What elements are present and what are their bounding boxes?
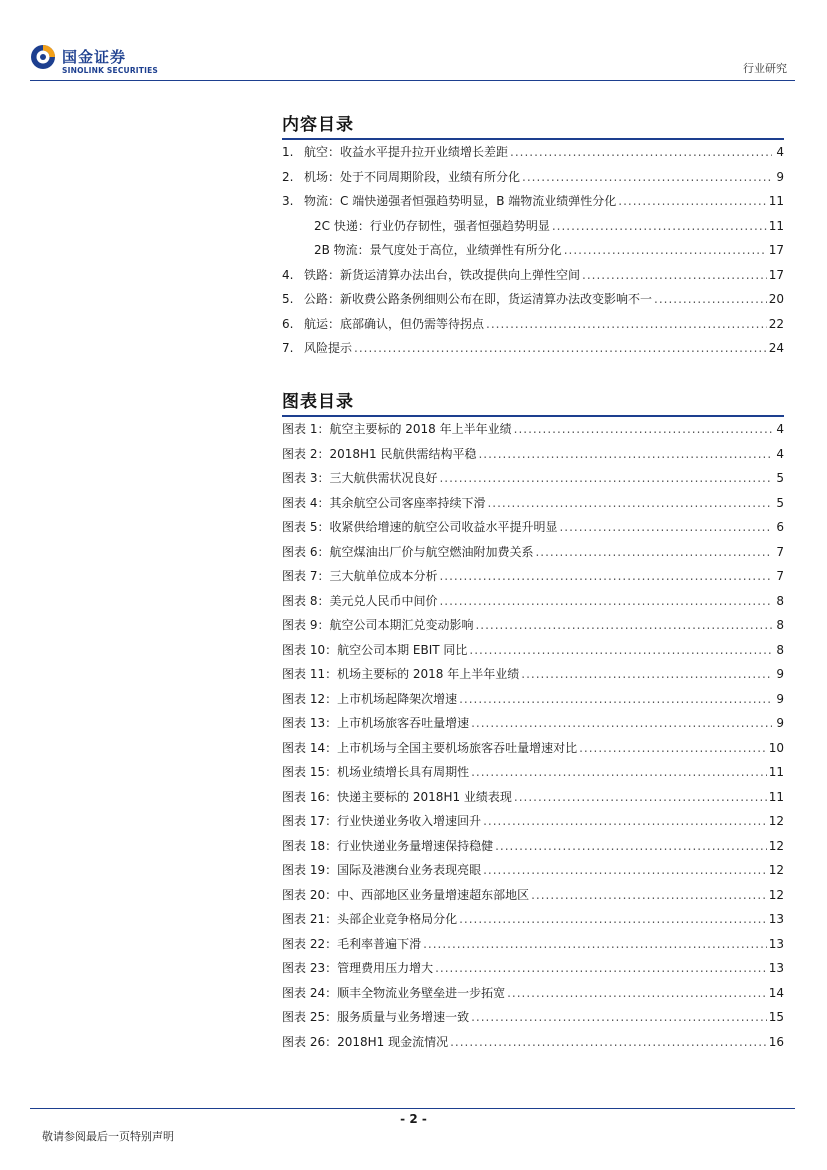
table-of-contents — [282, 143, 784, 364]
entry-page-number: 13 — [768, 936, 784, 951]
dot-leader — [439, 569, 772, 583]
toc-title: 内容目录 — [282, 115, 354, 135]
entry-label: 图表 22：毛利率普遍下滑 — [282, 936, 422, 951]
dot-leader — [531, 888, 767, 902]
entry-label: 图表 4：其余航空公司客座率持续下滑 — [282, 495, 486, 510]
entry-label: 图表 13：上市机场旅客吞吐量增速 — [282, 716, 470, 730]
report-category: 行业研究 — [743, 62, 787, 75]
figure-entry[interactable] — [282, 616, 784, 641]
entry-label: 航运：底部确认，但仍需等待拐点 — [304, 316, 485, 331]
entry-number: 5. — [282, 292, 294, 306]
dot-leader — [514, 422, 772, 436]
figure-entry[interactable] — [282, 469, 784, 494]
entry-page-number: 9 — [776, 169, 784, 184]
entry-label: 图表 8：美元兑人民币中间价 — [282, 593, 438, 608]
figure-entry[interactable] — [282, 788, 784, 813]
toc-entry[interactable] — [282, 339, 784, 364]
entry-page-number: 8 — [776, 642, 784, 657]
figure-entry[interactable] — [282, 959, 784, 984]
figure-entry[interactable] — [282, 420, 784, 445]
entry-page-number: 8 — [776, 618, 784, 632]
figure-entry[interactable] — [282, 518, 784, 543]
dot-leader — [471, 765, 767, 779]
list-of-figures — [282, 420, 784, 1057]
figure-entry[interactable] — [282, 567, 784, 592]
toc-entry[interactable] — [282, 290, 784, 315]
entry-page-number: 12 — [768, 863, 784, 877]
dot-leader — [483, 863, 767, 877]
entry-label: 图表 17：行业快递业务收入增速回升 — [282, 814, 482, 828]
entry-label: 图表 3：三大航供需状况良好 — [282, 471, 438, 485]
entry-label: 2B 物流：景气度处于高位，业绩弹性有所分化 — [314, 243, 562, 257]
dot-leader — [450, 1035, 767, 1049]
entry-label: 图表 23：管理费用压力增大 — [282, 961, 434, 975]
figure-entry[interactable] — [282, 1033, 784, 1058]
dot-leader — [495, 839, 767, 853]
dot-leader — [354, 341, 767, 355]
dot-leader — [654, 292, 767, 306]
entry-label: 图表 12：上市机场起降架次增速 — [282, 691, 458, 706]
dot-leader — [579, 741, 767, 755]
figure-entry[interactable] — [282, 763, 784, 788]
dot-leader — [459, 692, 772, 706]
entry-number: 1. — [282, 145, 294, 159]
figure-entry[interactable] — [282, 445, 784, 470]
entry-page-number: 22 — [768, 316, 784, 331]
entry-label: 图表 21：头部企业竞争格局分化 — [282, 912, 458, 926]
figure-entry[interactable] — [282, 665, 784, 690]
figure-entry[interactable] — [282, 690, 784, 715]
entry-label: 图表 25：服务质量与业务增速一致 — [282, 1010, 470, 1024]
toc-entry[interactable] — [282, 241, 784, 266]
company-logo — [30, 44, 170, 80]
entry-label: 机场：处于不同周期阶段，业绩有所分化 — [304, 169, 521, 184]
dot-leader — [618, 194, 766, 208]
entry-page-number: 9 — [776, 667, 784, 681]
page-header — [0, 0, 827, 84]
entry-page-number: 11 — [768, 218, 784, 233]
figure-entry[interactable] — [282, 592, 784, 617]
entry-label: 图表 6：航空煤油出厂价与航空燃油附加费关系 — [282, 544, 534, 559]
entry-page-number: 12 — [768, 838, 784, 853]
entry-label: 物流：C 端快递强者恒强趋势明显，B 端物流业绩弹性分化 — [304, 194, 617, 208]
entry-label: 图表 1：航空主要标的 2018 年上半年业绩 — [282, 422, 512, 436]
logo-english-name: SINOLINK SECURITIES — [62, 66, 159, 75]
entry-page-number: 12 — [768, 887, 784, 902]
entry-label: 2C 快递：行业仍存韧性，强者恒强趋势明显 — [314, 218, 550, 233]
entry-page-number: 17 — [768, 243, 784, 257]
dot-leader — [486, 317, 767, 331]
figure-entry[interactable] — [282, 641, 784, 666]
entry-label: 图表 10：航空公司本期 EBIT 同比 — [282, 642, 468, 657]
figure-entry[interactable] — [282, 837, 784, 862]
entry-label: 图表 11：机场主要标的 2018 年上半年业绩 — [282, 667, 520, 681]
entry-page-number: 4 — [776, 446, 784, 461]
figure-entry[interactable] — [282, 494, 784, 519]
entry-label: 图表 24：顺丰全物流业务壁垒进一步拓宽 — [282, 985, 506, 1000]
dot-leader — [487, 496, 772, 510]
entry-page-number: 15 — [768, 1010, 784, 1024]
dot-leader — [439, 471, 772, 485]
entry-label: 航空：收益水平提升拉开业绩增长差距 — [304, 145, 509, 159]
dot-leader — [582, 268, 767, 282]
logo-chinese-name: 国金证券 — [62, 48, 127, 66]
entry-label: 公路：新收费公路条例细则公布在即，货运清算办法改变影响不一 — [304, 292, 653, 306]
toc-entry[interactable] — [282, 266, 784, 291]
dot-leader — [559, 520, 772, 534]
figure-entry[interactable] — [282, 861, 784, 886]
entry-label: 风险提示 — [304, 341, 353, 355]
entry-label: 图表 7：三大航单位成本分析 — [282, 569, 438, 583]
dot-leader — [471, 1010, 767, 1024]
dot-leader — [439, 594, 772, 608]
figure-entry[interactable] — [282, 935, 784, 960]
figure-entry[interactable] — [282, 910, 784, 935]
dot-leader — [564, 243, 767, 257]
entry-page-number: 7 — [776, 544, 784, 559]
entry-page-number: 20 — [768, 292, 784, 306]
dot-leader — [423, 937, 767, 951]
entry-page-number: 13 — [768, 912, 784, 926]
dot-leader — [522, 170, 772, 184]
figure-entry[interactable] — [282, 739, 784, 764]
entry-number: 4. — [282, 267, 294, 282]
figure-entry[interactable] — [282, 1008, 784, 1033]
entry-label: 图表 14：上市机场与全国主要机场旅客吞吐量增速对比 — [282, 740, 578, 755]
entry-number: 6. — [282, 316, 294, 331]
figures-title-rule — [282, 415, 784, 417]
entry-number: 7. — [282, 341, 294, 355]
entry-page-number: 11 — [768, 194, 784, 208]
figure-entry[interactable] — [282, 812, 784, 837]
entry-label: 图表 2：2018H1 民航供需结构平稳 — [282, 446, 477, 461]
entry-page-number: 8 — [776, 593, 784, 608]
entry-label: 铁路：新货运清算办法出台，铁改提供向上弹性空间 — [304, 267, 581, 282]
entry-number: 2. — [282, 169, 294, 184]
toc-entry[interactable] — [282, 168, 784, 193]
entry-page-number: 9 — [776, 716, 784, 730]
entry-page-number: 13 — [768, 961, 784, 975]
dot-leader — [469, 643, 772, 657]
entry-page-number: 11 — [768, 765, 784, 779]
dot-leader — [478, 447, 772, 461]
dot-leader — [514, 790, 767, 804]
figure-entry[interactable] — [282, 714, 784, 739]
entry-page-number: 4 — [776, 145, 784, 159]
entry-page-number: 7 — [776, 569, 784, 583]
entry-label: 图表 5：收紧供给增速的航空公司收益水平提升明显 — [282, 520, 558, 534]
footer-divider — [30, 1108, 795, 1109]
dot-leader — [435, 961, 767, 975]
dot-leader — [552, 219, 767, 233]
entry-page-number: 6 — [776, 520, 784, 534]
dot-leader — [521, 667, 772, 681]
figures-title: 图表目录 — [282, 392, 354, 412]
sinolink-logo-icon — [30, 44, 56, 70]
entry-number: 3. — [282, 194, 294, 208]
entry-page-number: 14 — [768, 985, 784, 1000]
page-number: - 2 - — [400, 1112, 427, 1126]
figure-entry[interactable] — [282, 984, 784, 1009]
entry-page-number: 10 — [768, 740, 784, 755]
dot-leader — [535, 545, 772, 559]
entry-label: 图表 26：2018H1 现金流情况 — [282, 1034, 449, 1049]
entry-label: 图表 16：快递主要标的 2018H1 业绩表现 — [282, 789, 512, 804]
figure-entry[interactable] — [282, 886, 784, 911]
entry-page-number: 9 — [776, 691, 784, 706]
entry-page-number: 4 — [776, 422, 784, 436]
entry-page-number: 5 — [776, 495, 784, 510]
entry-page-number: 5 — [776, 471, 784, 485]
toc-entry[interactable] — [282, 217, 784, 242]
entry-label: 图表 20：中、西部地区业务量增速超东部地区 — [282, 887, 530, 902]
figure-entry[interactable] — [282, 543, 784, 568]
entry-label: 图表 9：航空公司本期汇兑变动影响 — [282, 618, 474, 632]
dot-leader — [459, 912, 767, 926]
toc-title-rule — [282, 138, 784, 140]
entry-page-number: 17 — [768, 267, 784, 282]
disclaimer-note: 敬请参阅最后一页特别声明 — [42, 1130, 174, 1143]
dot-leader — [471, 716, 772, 730]
dot-leader — [483, 814, 767, 828]
entry-label: 图表 15：机场业绩增长具有周期性 — [282, 765, 470, 779]
entry-page-number: 24 — [768, 341, 784, 355]
dot-leader — [475, 618, 772, 632]
entry-label: 图表 18：行业快递业务量增速保持稳健 — [282, 838, 494, 853]
entry-page-number: 11 — [768, 789, 784, 804]
toc-entry[interactable] — [282, 143, 784, 168]
dot-leader — [510, 145, 772, 159]
entry-page-number: 16 — [768, 1034, 784, 1049]
dot-leader — [507, 986, 767, 1000]
entry-label: 图表 19：国际及港澳台业务表现亮眼 — [282, 863, 482, 877]
toc-entry[interactable] — [282, 315, 784, 340]
header-divider — [30, 80, 795, 81]
entry-page-number: 12 — [768, 814, 784, 828]
toc-entry[interactable] — [282, 192, 784, 217]
